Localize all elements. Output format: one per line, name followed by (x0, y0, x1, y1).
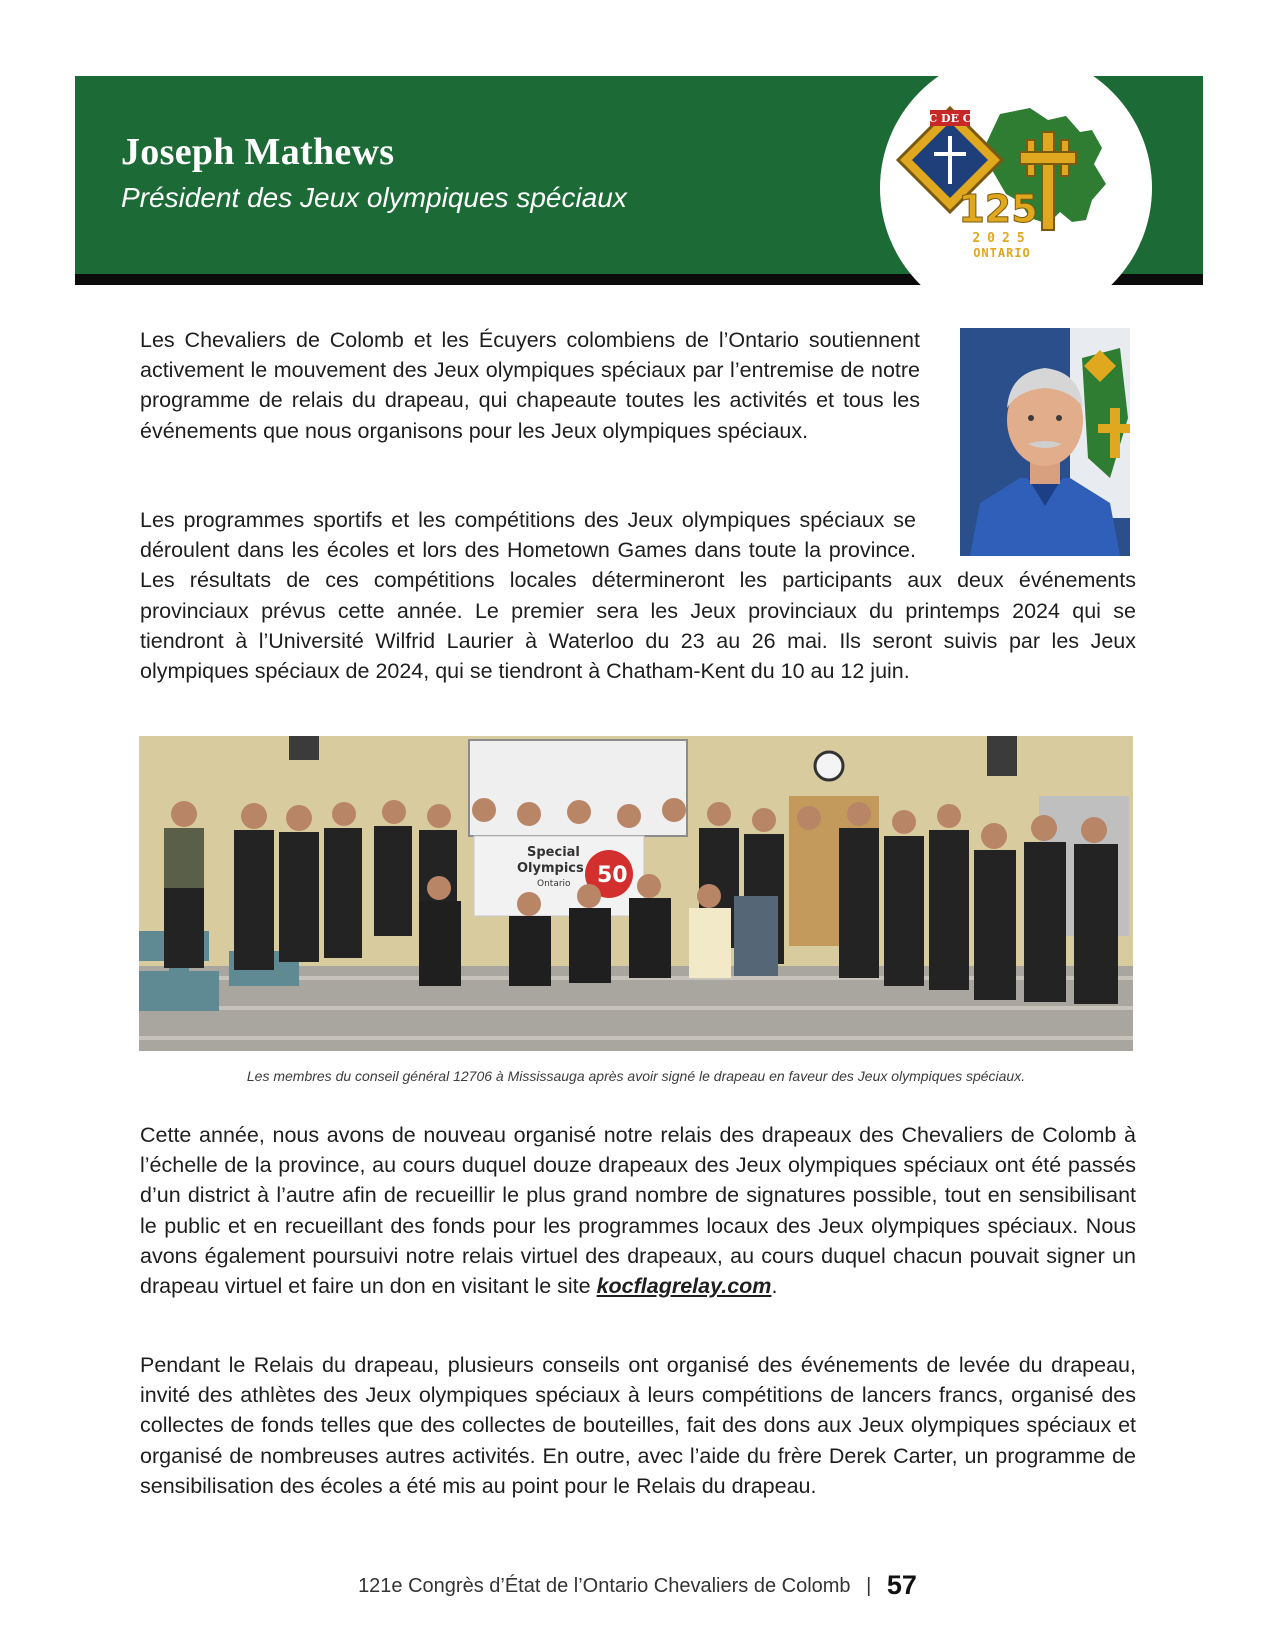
footer-text: 121e Congrès d’État de l’Ontario Chevaliers de Colomb (358, 1575, 851, 1597)
body-paragraph-4: Pendant le Relais du drapeau, plusieurs conseils ont organisé des événements de levée du drapeau, invité des athlètes des Jeux olympiques spéciaux à leurs compétitions de lancers francs, organisé des collectes de fonds telles que des collectes de bouteilles, fait des dons aux Jeux olympiques spéciaux et organisé de nombreuses autres activités. En outre, avec l’aide du frère Derek Carter, un programme de sensibilisation des écoles a été mis au point pour le Relais du drapeau. (140, 1353, 1136, 1498)
portrait-wrap-spacer (916, 505, 1136, 555)
page-title: Joseph Mathews (121, 131, 395, 173)
flag-relay-link[interactable]: kocflagrelay.com (596, 1274, 772, 1299)
footer-separator: | (866, 1575, 872, 1597)
logo-emblem-text: C DE C (928, 112, 972, 125)
body-paragraph-3 (140, 1120, 1136, 1301)
logo-anniversary: 125 (958, 187, 1038, 231)
page-footer (0, 1570, 1275, 1601)
logo-circle (880, 52, 1152, 324)
knights-of-columbus-125-ontario-logo-icon (880, 52, 1152, 324)
page-number: 57 (886, 1570, 917, 1600)
body-paragraph-3-text: Cette année, nous avons de nouveau organisé notre relais des drapeaux des Chevaliers de Colomb à l’échelle de la province, au cours duquel douze drapeaux des Jeux olympiques spéciaux ont été passés d’un district à l’autre afin de recueillir le plus grand nombre de signatures possible, tout en sensibilisant le public et en recueillant des fonds pour les programmes locaux des Jeux olympiques spéciaux. Nous avons également poursuivi notre relais virtuel des drapeaux, au cours duquel chacun pouvait signer un drapeau virtuel et faire un don en visitant le site (140, 1123, 1136, 1299)
logo-year: 2025 (972, 231, 1032, 246)
body-paragraph-3-end: . (771, 1274, 778, 1299)
body-paragraph-2 (140, 505, 1136, 686)
page-subtitle: Président des Jeux olympiques spéciaux (121, 182, 627, 213)
banner-text-3: Ontario (537, 879, 571, 889)
group-photo (139, 736, 1133, 1051)
group-photo-icon (139, 736, 1133, 1051)
photo-caption: Les membres du conseil général 12706 à Mississauga après avoir signé le drapeau en faveur des Jeux olympiques spéciaux. (246, 1068, 1026, 1084)
banner-text-1: Special (527, 845, 580, 860)
banner-text-2: Olympics (517, 861, 584, 876)
banner-number: 50 (597, 863, 628, 888)
body-paragraph-1: Les Chevaliers de Colomb et les Écuyers colombiens de l’Ontario soutiennent activement le mouvement des Jeux olympiques spéciaux par l’entremise de notre programme de relais du drapeau, qui chapeaute toutes les activités et tous les événements que nous organisons pour les Jeux olympiques spéciaux. (140, 328, 920, 443)
body-paragraph-2-text: Les programmes sportifs et les compétitions des Jeux olympiques spéciaux se déroulent dans les écoles et lors des Hometown Games dans toute la province. Les résultats de ces compétitions locales détermineront les participants aux deux événements provinciaux prévus cette année. Le premier sera les Jeux provinciaux du printemps 2024 qui se tiendront à l’Université Wilfrid Laurier à Waterloo du 23 au 26 mai. Ils seront suivis par les Jeux olympiques spéciaux de 2024, qui se tiendront à Chatham-Kent du 10 au 12 juin. (140, 508, 1136, 684)
logo-region: ONTARIO (973, 246, 1031, 260)
